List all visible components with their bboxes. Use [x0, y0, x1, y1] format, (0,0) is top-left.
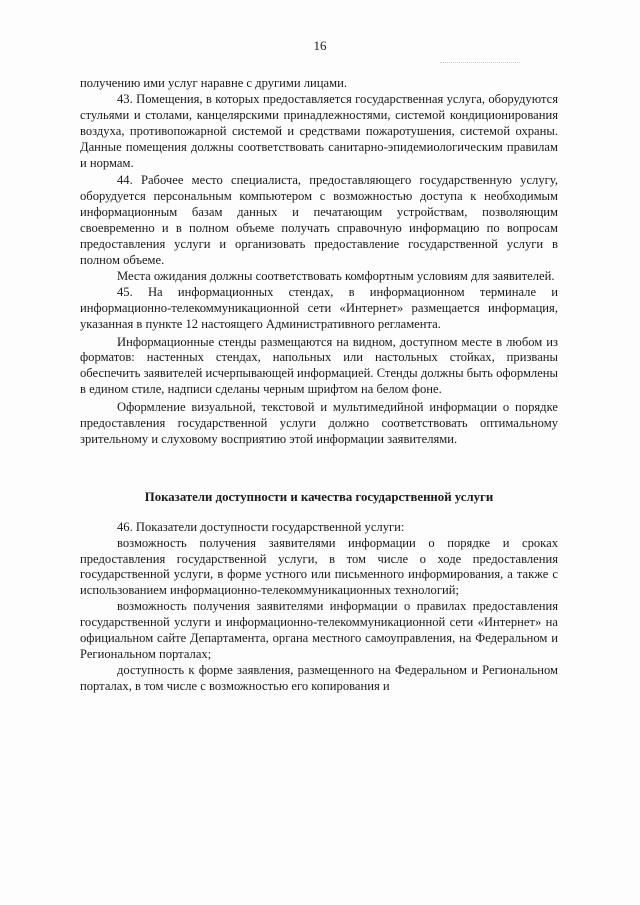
paragraph-indicator-3: доступность к форме заявления, размещенного на Федеральном и Региональном порталах, в том числе с возможностью его копирования и: [80, 662, 558, 693]
paragraph-46: 46. Показатели доступности государственной услуги:: [117, 519, 405, 534]
paragraph-0: получению ими услуг наравне с другими лицами.: [80, 76, 347, 90]
paragraph-43: 43. Помещения, в которых предоставляется государственная услуга, оборудуются стульями и столами, канцелярскими принадлежностями, системой кондиционирования воздуха, противопожарной системой и средствами пожаротушения, системой охраны. Данные помещения должны соответствовать санитарно-эпидемиологическим правилам и нормам.: [80, 91, 558, 170]
document-body: [80, 76, 558, 695]
paragraph-45: 45. На информационных стендах, в информационном терминале и информационно-телекоммуникационной сети «Интернет» размещается информация, указанная в пункте 12 настоящего Административного регламента.: [80, 284, 558, 331]
section-heading: Показатели доступности и качества государственной услуги: [144, 489, 494, 504]
page-number: 16: [313, 38, 327, 53]
paragraph-44: 44. Рабочее место специалиста, предоставляющего государственную услугу, оборудуется персональным компьютером с возможностью доступа к необходимым информационным базам данных и печатающим устройствам, позволяющим своевременно и в полном объеме получать справочную информацию по вопросам предоставления услуги и организовать предоставление государственной услуги в полном объеме.: [80, 173, 558, 267]
scan-artifact: [440, 62, 520, 64]
paragraph-info-stands: Информационные стенды размещаются на видном, доступном месте в любом из форматов: настенных стендах, напольных или настольных стойках, призваны обеспечить заявителей исчерпывающей информацией. Стенды должны быть оформлены в едином стиле, надписи сделаны черным шрифтом на белом фоне.: [80, 334, 558, 397]
paragraph-indicator-1: возможность получения заявителями информации о порядке и сроках предоставления государственной услуги, в том числе о ходе предоставления государственной услуги, в форме устного или письменного информирования, а также с использованием информационно-телекоммуникационных технологий;: [80, 535, 558, 598]
paragraph-design: Оформление визуальной, текстовой и мультимедийной информации о порядке предоставления государственной услуги должно соответствовать оптимальному зрительному и слуховому восприятию этой информации заявителями.: [80, 400, 558, 446]
paragraph-waiting-areas: Места ожидания должны соответствовать комфортным условиям для заявителей.: [117, 268, 555, 283]
paragraph-indicator-2: возможность получения заявителями информации о правилах предоставления государственной услуги и информационно-телекоммуникационной сети «Интернет» на официальном сайте Департамента, органа местного самоуправления, на Федеральном и Региональном порталах;: [80, 599, 558, 661]
